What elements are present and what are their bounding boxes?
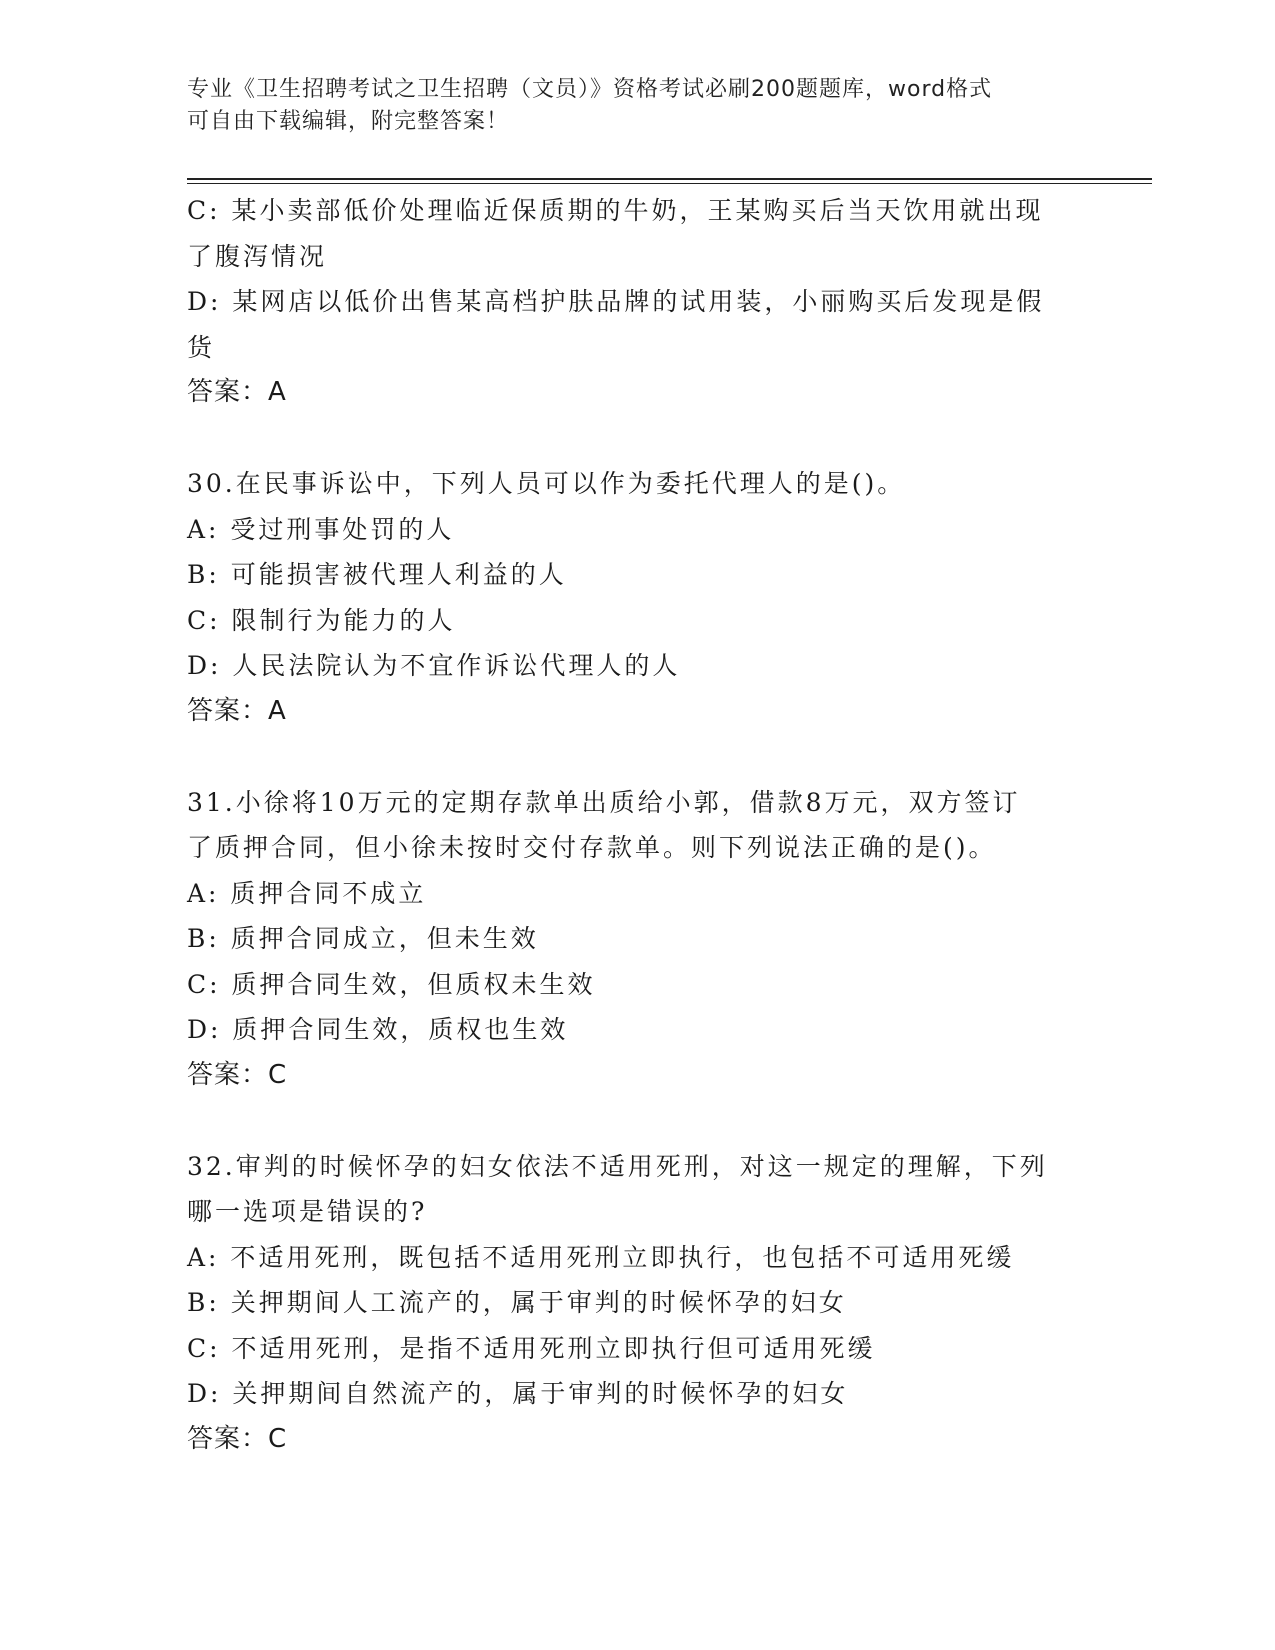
option-c: C: 质押合同生效，但质权未生效 <box>187 969 596 999</box>
question-stem-continued: 哪一选项是错误的? <box>187 1197 428 1226</box>
option-d: D: 关押期间自然流产的，属于审判的时候怀孕的妇女 <box>187 1379 849 1408</box>
question-fragment-previous <box>187 188 1077 416</box>
spacer <box>187 416 1077 462</box>
question-30 <box>187 461 1077 734</box>
option-a: A: 质押合同不成立 <box>187 878 427 908</box>
answer-label: 答案：A <box>187 695 287 726</box>
option-c-continued: 了腹泻情况 <box>187 241 328 271</box>
question-32 <box>187 1144 1077 1463</box>
header-divider-thick <box>187 178 1152 180</box>
question-stem: 31.小徐将10万元的定期存款单出质给小郭，借款8万元，双方签订 <box>187 787 1021 817</box>
header-divider-thin <box>187 183 1152 184</box>
question-list <box>187 188 1077 1462</box>
header-title-line-2: 可自由下载编辑，附完整答案！ <box>187 109 510 134</box>
option-c: C: 限制行为能力的人 <box>187 605 456 635</box>
page-header <box>187 74 1087 138</box>
option-b: B: 可能损害被代理人利益的人 <box>187 560 567 589</box>
answer-label: 答案：A <box>187 377 287 407</box>
option-b: B: 关押期间人工流产的，属于审判的时候怀孕的妇女 <box>187 1288 847 1317</box>
option-a: A: 受过刑事处罚的人 <box>187 514 455 544</box>
option-c: C: 某小卖部低价处理临近保质期的牛奶，王某购买后当天饮用就出现 <box>187 196 1044 225</box>
header-title-line-1: 专业《卫生招聘考试之卫生招聘（文员）》资格考试必刷200题题库，word格式 <box>187 77 993 102</box>
option-d-continued: 货 <box>187 332 216 362</box>
question-stem: 32.审判的时候怀孕的妇女依法不适用死刑，对这一规定的理解，下列 <box>187 1151 1048 1181</box>
question-stem-continued: 了质押合同，但小徐未按时交付存款单。则下列说法正确的是()。 <box>187 833 997 862</box>
spacer <box>187 1098 1077 1144</box>
option-d: D: 质押合同生效，质权也生效 <box>187 1015 569 1044</box>
option-b: B: 质押合同成立，但未生效 <box>187 924 539 953</box>
spacer <box>187 734 1077 780</box>
answer-label: 答案：C <box>187 1059 288 1090</box>
question-31 <box>187 780 1077 1099</box>
option-a: A: 不适用死刑，既包括不适用死刑立即执行，也包括不可适用死缓 <box>187 1242 1015 1272</box>
question-stem: 30.在民事诉讼中，下列人员可以作为委托代理人的是()。 <box>187 469 906 498</box>
option-d: D: 某网店以低价出售某高档护肤品牌的试用装，小丽购买后发现是假 <box>187 287 1045 316</box>
option-d: D: 人民法院认为不宜作诉讼代理人的人 <box>187 651 681 680</box>
answer-label: 答案：C <box>187 1423 288 1454</box>
option-c: C: 不适用死刑，是指不适用死刑立即执行但可适用死缓 <box>187 1333 876 1363</box>
